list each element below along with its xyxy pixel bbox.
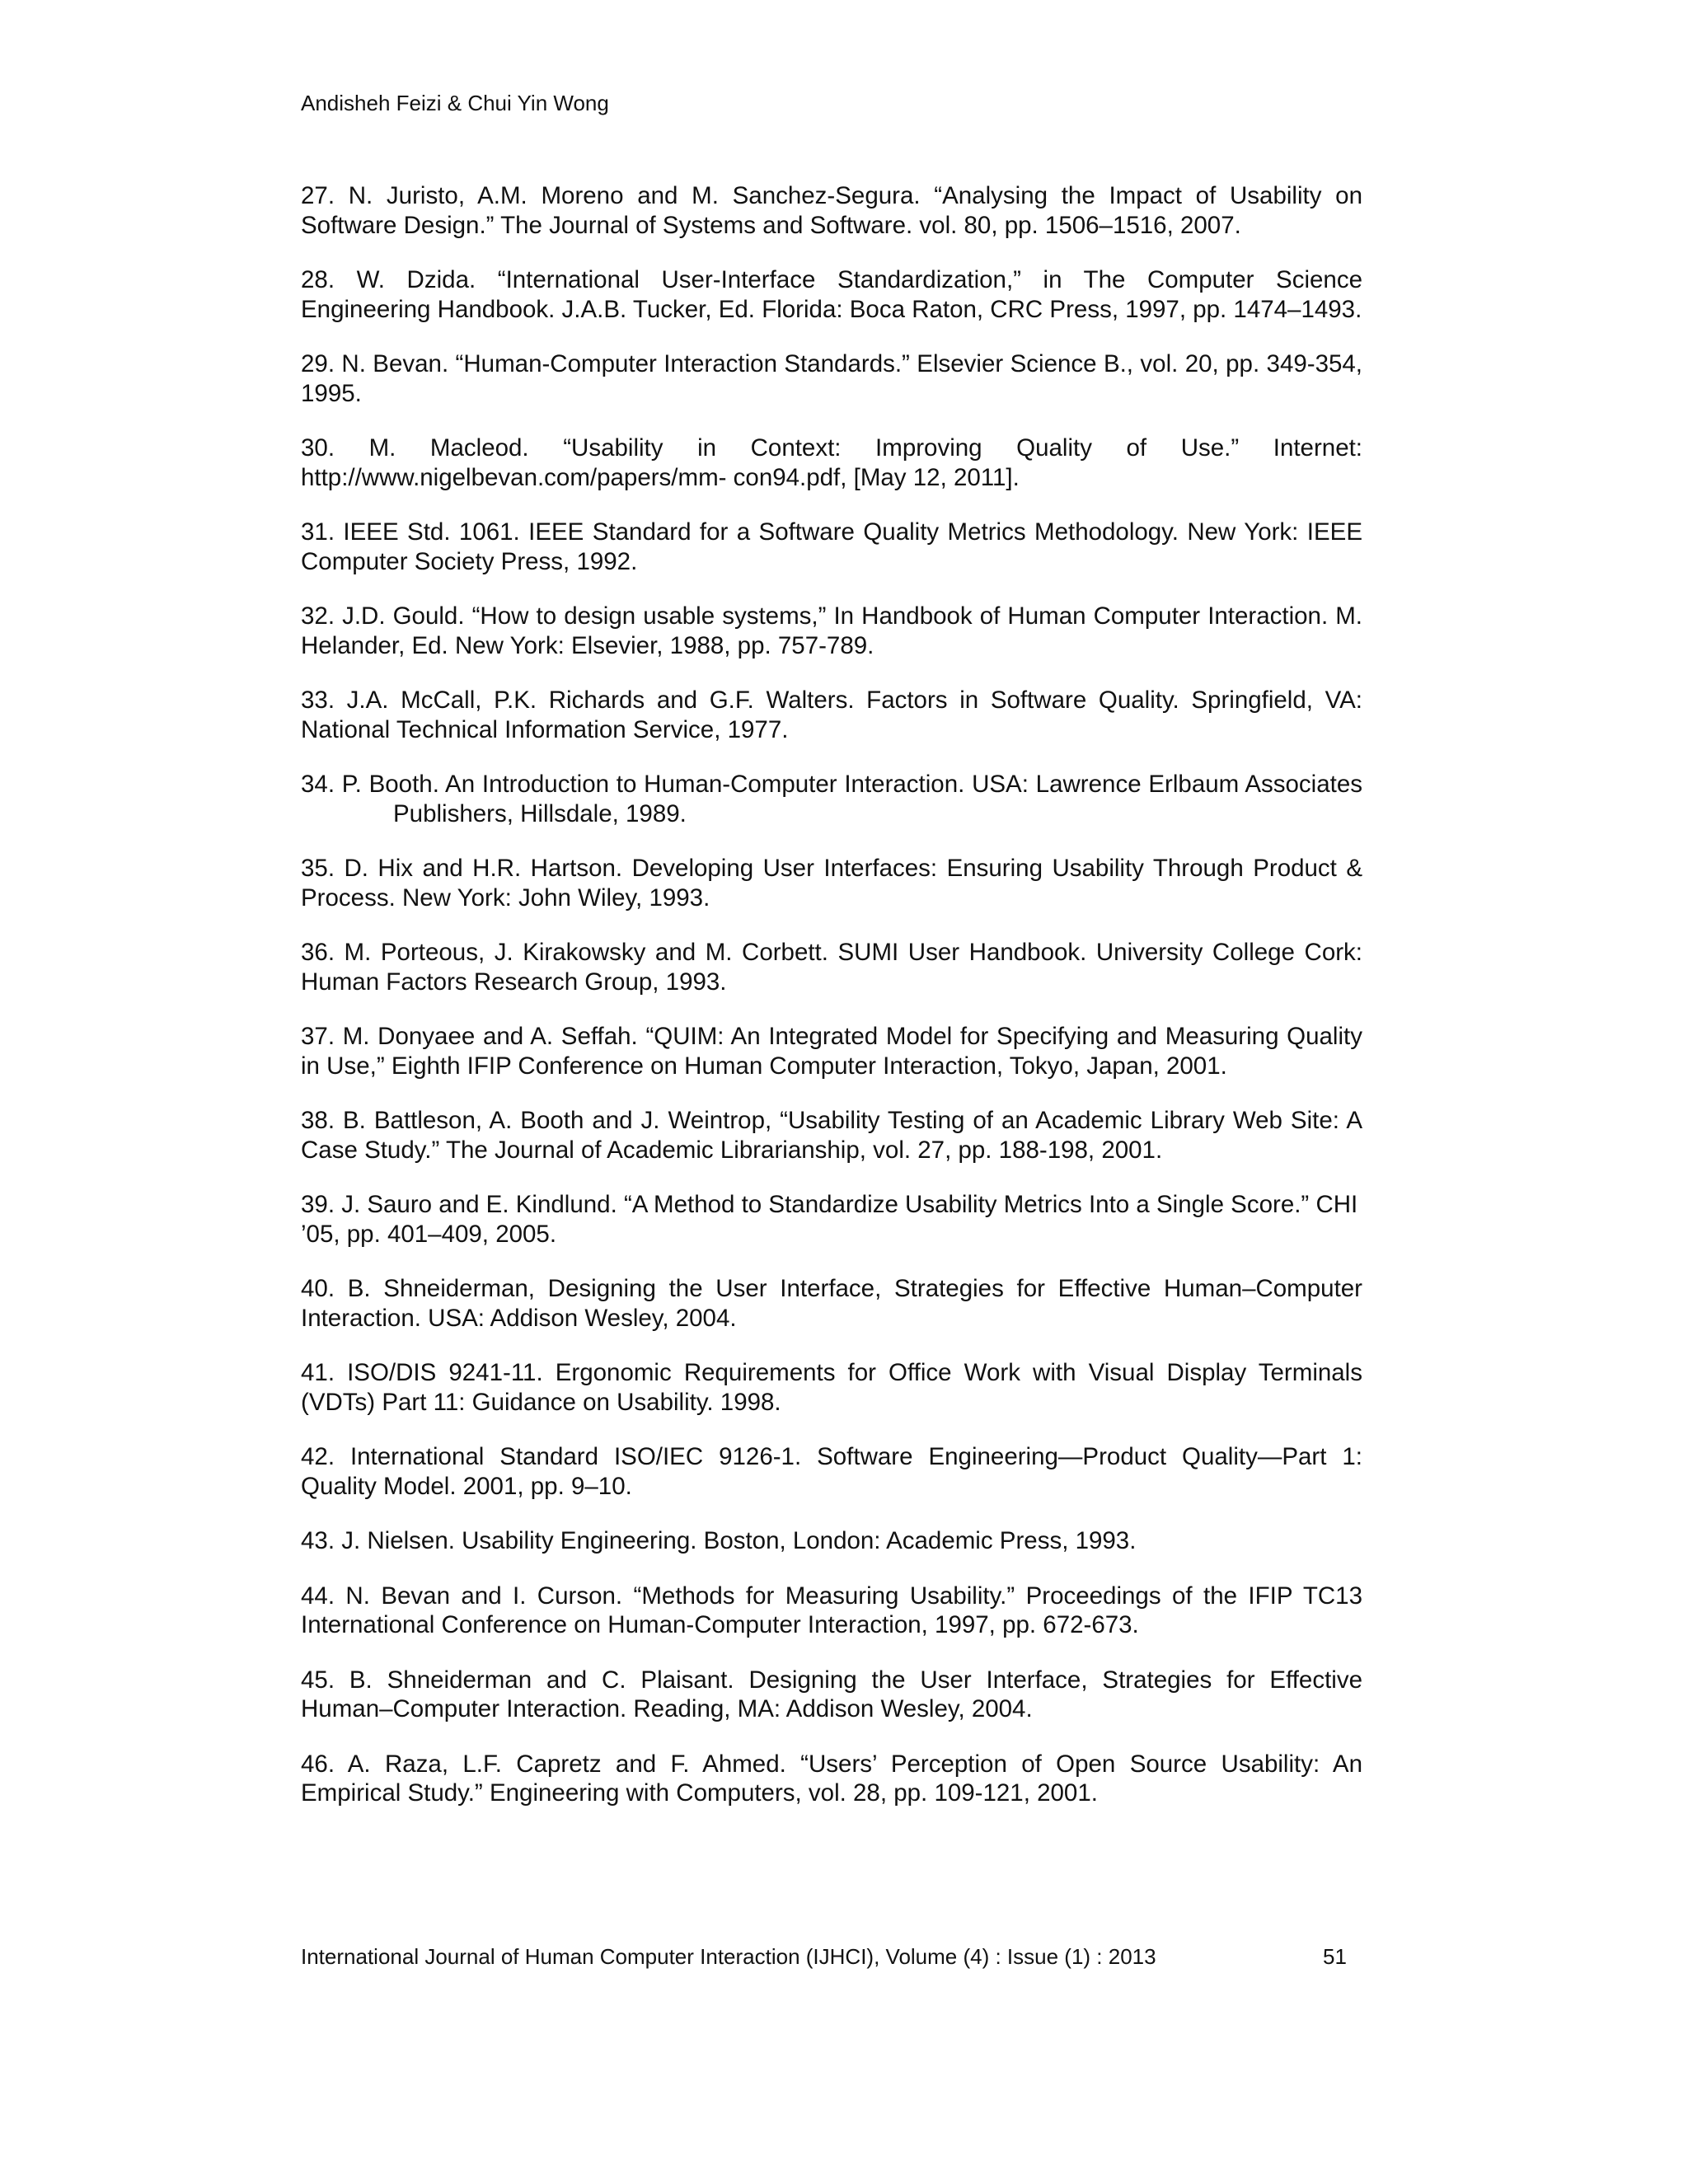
reference-37: 37. M. Donyaee and A. Seffah. “QUIM: An Integrated Model for Specifying and Measuring Quality in Use,” Eighth IFIP Conference on Human Computer Interaction, Tokyo, Japan, 2001. <box>301 1023 1362 1080</box>
reference-32: 32. J.D. Gould. “How to design usable systems,” In Handbook of Human Computer Interaction. M. Helander, Ed. New York: Elsevier, 1988, pp. 757-789. <box>301 602 1362 659</box>
running-header-authors: Andisheh Feizi & Chui Yin Wong <box>301 91 609 115</box>
reference-30: 30. M. Macleod. “Usability in Context: Improving Quality of Use.” Internet: http://www.nigelbevan.com/papers/mm- con94.pdf, [May 12, 2011]. <box>301 434 1362 491</box>
reference-45: 45. B. Shneiderman and C. Plaisant. Designing the User Interface, Strategies for Effective Human–Computer Interaction. Reading, MA: Addison Wesley, 2004. <box>301 1666 1362 1722</box>
page-number: 51 <box>1323 1944 1347 1969</box>
reference-28: 28. W. Dzida. “International User-Interface Standardization,” in The Computer Science Engineering Handbook. J.A.B. Tucker, Ed. Florida: Boca Raton, CRC Press, 1997, pp. 1474–1493. <box>301 266 1362 323</box>
reference-34: 34. P. Booth. An Introduction to Human-Computer Interaction. USA: Lawrence Erlbaum Associates Publishers, Hillsdale, 1989. <box>301 771 1362 827</box>
reference-27: 27. N. Juristo, A.M. Moreno and M. Sanchez-Segura. “Analysing the Impact of Usability on Software Design.” The Journal of Systems and Software. vol. 80, pp. 1506–1516, 2007. <box>301 182 1362 239</box>
reference-33: 33. J.A. McCall, P.K. Richards and G.F. Walters. Factors in Software Quality. Springfield, VA: National Technical Information Service, 1977. <box>301 687 1362 743</box>
reference-39: 39. J. Sauro and E. Kindlund. “A Method to Standardize Usability Metrics Into a Single Score.” CHI ’05, pp. 401–409, 2005. <box>301 1191 1358 1248</box>
reference-43: 43. J. Nielsen. Usability Engineering. Boston, London: Academic Press, 1993. <box>301 1527 1137 1554</box>
reference-29: 29. N. Bevan. “Human-Computer Interaction Standards.” Elsevier Science B., vol. 20, pp. 349-354, 1995. <box>301 350 1362 407</box>
reference-41: 41. ISO/DIS 9241-11. Ergonomic Requirements for Office Work with Visual Display Terminals (VDTs) Part 11: Guidance on Usability. 1998. <box>301 1359 1362 1416</box>
reference-44: 44. N. Bevan and I. Curson. “Methods for Measuring Usability.” Proceedings of the IFIP TC13 International Conference on Human-Computer Interaction, 1997, pp. 672-673. <box>301 1582 1362 1638</box>
reference-35: 35. D. Hix and H.R. Hartson. Developing User Interfaces: Ensuring Usability Through Product & Process. New York: John Wiley, 1993. <box>301 855 1362 912</box>
reference-list <box>301 181 1362 1834</box>
reference-40: 40. B. Shneiderman, Designing the User Interface, Strategies for Effective Human–Computer Interaction. USA: Addison Wesley, 2004. <box>301 1275 1362 1332</box>
reference-36: 36. M. Porteous, J. Kirakowsky and M. Corbett. SUMI User Handbook. University College Cork: Human Factors Research Group, 1993. <box>301 939 1362 996</box>
reference-31: 31. IEEE Std. 1061. IEEE Standard for a Software Quality Metrics Methodology. New York: IEEE Computer Society Press, 1992. <box>301 518 1362 575</box>
footer-journal-citation: International Journal of Human Computer Interaction (IJHCI), Volume (4) : Issue (1) : 2013 <box>301 1944 1156 1969</box>
reference-46: 46. A. Raza, L.F. Capretz and F. Ahmed. “Users’ Perception of Open Source Usability: An Empirical Study.” Engineering with Computers, vol. 28, pp. 109-121, 2001. <box>301 1750 1362 1807</box>
reference-42: 42. International Standard ISO/IEC 9126-1. Software Engineering—Product Quality—Part 1: Quality Model. 2001, pp. 9–10. <box>301 1443 1362 1500</box>
reference-38: 38. B. Battleson, A. Booth and J. Weintrop, “Usability Testing of an Academic Library Web Site: A Case Study.” The Journal of Academic Librarianship, vol. 27, pp. 188-198, 2001. <box>301 1107 1362 1164</box>
